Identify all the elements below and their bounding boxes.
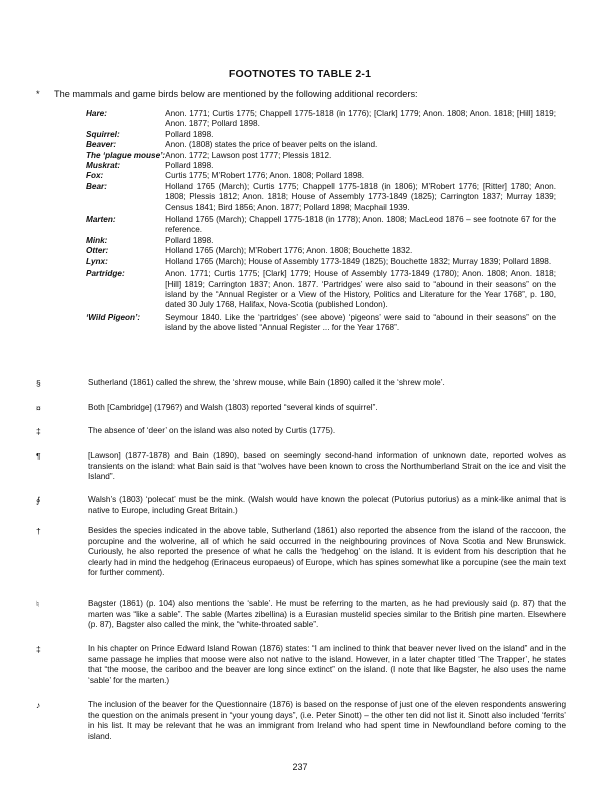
footnote-symbol: † [36,526,41,536]
recorder-row [86,246,556,256]
footnote-symbol: ∮ [36,495,41,505]
recorder-sources: Anon. (1808) states the price of beaver pelts on the island. [165,140,378,150]
footnote-text: The inclusion of the beaver for the Questionnaire (1876) is based on the response of just one of the eleven respondents answering the question on the animals present in “your young days”, (i.e. Peter Sinott) – the other ten did not list it. Sinott also included ‘ferrits’ in his list. It may be relevant that he was an immigrant from Ireland who had spent time in Newfoundland before coming to the island. [88,700,566,741]
recorder-row [86,161,556,171]
intro-text: The mammals and game birds below are mentioned by the following additional recorders: [54,89,418,99]
recorder-species: Squirrel: [86,129,120,139]
recorder-species: Lynx: [86,256,108,266]
footnote [36,495,566,516]
footnote-text: Walsh’s (1803) ‘polecat’ must be the mink. (Walsh would have known the polecat (Putorius putorius) as a mink-like animal that is native to Europe, including Great Britain.) [88,495,566,515]
recorder-sources: Holland 1765 (March); Chappell 1775-1818 (in 1778); Anon. 1808; MacLeod 1876 – see footnote 67 for the reference. [165,215,556,235]
recorder-row [86,140,556,150]
recorder-row [86,182,556,213]
recorder-sources: Curtis 1775; M’Robert 1776; Anon. 1808; Pollard 1898. [165,171,365,181]
recorder-sources: Anon. 1772; Lawson post 1777; Plessis 1812. [165,150,332,160]
footnote-text: Sutherland (1861) called the shrew, the ‘shrew mouse, while Bain (1890) called it the ‘shrew mole’. [88,378,445,387]
recorder-species: Muskrat: [86,161,121,171]
recorder-sources: Pollard 1898. [165,235,214,245]
recorder-species: Partridge: [86,269,125,279]
recorder-row [86,151,556,161]
footnote-symbol: ♪ [36,700,41,710]
recorder-row [86,311,556,334]
intro-symbol: * [36,89,40,99]
recorder-sources: Holland 1765 (March); Curtis 1775; Chappell 1775-1818 (in 1806); M’Robert 1776; [Ritter] 1780; Anon. 1808; Plessis 1812; Anon. 1818; House of Assembly 1773-1849 (1825); Carrington 1837; Murray 1839; Census 1841; Bird 1856; Anon. 1877; Pollard 1898; Macphail 1939. [165,181,556,212]
recorder-sources: Pollard 1898. [165,161,214,171]
footnote-symbol: § [36,378,41,388]
recorder-species: Beaver: [86,140,117,150]
footnote-text: [Lawson] (1877-1878) and Bain (1890), based on seemingly second-hand information of unknown date, reported wolves as transients on the island: what Bain said is that “wolves have been known to cross the Northumberland Strait on the ice and visit the Island”. [88,451,566,481]
recorder-sources: Holland 1765 (March); House of Assembly 1773-1849 (1825); Bouchette 1832; Murray 1839; Pollard 1898. [165,256,552,266]
page-title: FOOTNOTES TO TABLE 2-1 [228,68,372,80]
footnote-symbol: ‡ [36,644,41,654]
recorder-species: Bear: [86,181,107,191]
recorder-row [86,213,556,236]
intro-line [36,89,576,99]
footnote-text: Besides the species indicated in the above table, Sutherland (1861) also reported the absence from the island of the raccoon, the porcupine and the wolverine, all of which he said occurred in the neighbouring provinces of Nova Scotia and New Brunswick. Curiously, he also reported the presence of what he calls the ‘hedgehog’ on the island. It is evident from his description that he clearly had in mind the hedgehog (Erinaceus europaeus) of Europe, which has spines somewhat like a porcupine (see the main text for further comment). [88,526,566,577]
recorder-species: Mink: [86,235,108,245]
footnote-text: In his chapter on Prince Edward Island Rowan (1876) states: “I am inclined to think that beaver never lived on the island” and in the same passage he implies that moose were also not native to the island. However, in a later chapter titled ‘The Trapper’, he states that “the moose, the cariboo and the beaver are long since extinct” on the island. (I note that like Bagster, he also uses the name ‘sable’ for the marten.) [88,644,566,685]
footnote-symbol: ♮ [36,599,40,609]
recorder-sources: Seymour 1840. Like the ‘partridges’ (see above) ‘pigeons’ were said to “abound in their seasons” on the island by the above listed “Annual Register ... for the Year 1768”. [165,312,556,333]
footnote-symbol: ¶ [36,451,41,461]
recorder-sources: Pollard 1898. [165,129,214,139]
footnote-symbol: ¤ [36,403,41,413]
footnote [36,599,566,631]
footnote [36,426,566,437]
recorder-species: Fox: [86,171,104,181]
recorder-row [86,130,556,140]
footnote-text: Both [Cambridge] (1796?) and Walsh (1803) reported “several kinds of squirrel”. [88,403,378,412]
recorder-row [86,267,556,311]
recorder-sources: Anon. 1771; Curtis 1775; Chappell 1775-1818 (in 1776); [Clark] 1779; Anon. 1808; Anon. 1818; [Hill] 1819; Anon. 1877; Pollard 1898. [165,109,556,129]
recorder-sources: Anon. 1771; Curtis 1775; [Clark] 1779; House of Assembly 1773-1849 (1780); Anon. 1808; Anon. 1818; [Hill] 1819; Carrington 1837; Anon. 1877. ‘Partridges’ were also said to “abound in their seasons” on the island by the “Annual Register or a View of the History, Politics and Literature for the Year 1768”, p. 180, dated 30 July 1768, Halifax, Nova-Scotia (published London). [165,269,556,310]
recorder-row [86,171,556,181]
footnote [36,378,566,389]
recorder-species: ‘Wild Pigeon’: [86,312,141,322]
footnote-text: The absence of ‘deer’ on the island was also noted by Curtis (1775). [88,426,336,435]
footnote [36,526,566,579]
footnote [36,451,566,483]
recorder-sources: Holland 1765 (March); M’Robert 1776; Anon. 1808; Bouchette 1832. [165,246,413,256]
footnote [36,403,566,414]
recorder-row [86,109,556,130]
recorders-table [86,109,556,334]
recorder-row [86,236,556,246]
footnote [36,644,566,686]
footnote-symbol: ‡ [36,426,41,436]
recorder-species: The ‘plague mouse’: [86,150,166,160]
recorder-species: Hare: [86,109,107,118]
page-number: 237 [292,762,308,772]
footnote-text: Bagster (1861) (p. 104) also mentions the ‘sable’. He must be referring to the marten, as he had previously said (p. 87) that the marten was “like a sable”. The sable (Martes zibellina) is a Eurasian mustelid species similar to the British pine marten. Elsewhere (p. 87), Bagster also called the mink, the “white-throated sable”. [88,599,566,629]
recorder-row [86,257,556,267]
recorder-species: Marten: [86,215,116,225]
footnote [36,700,566,742]
recorder-species: Otter: [86,246,109,256]
